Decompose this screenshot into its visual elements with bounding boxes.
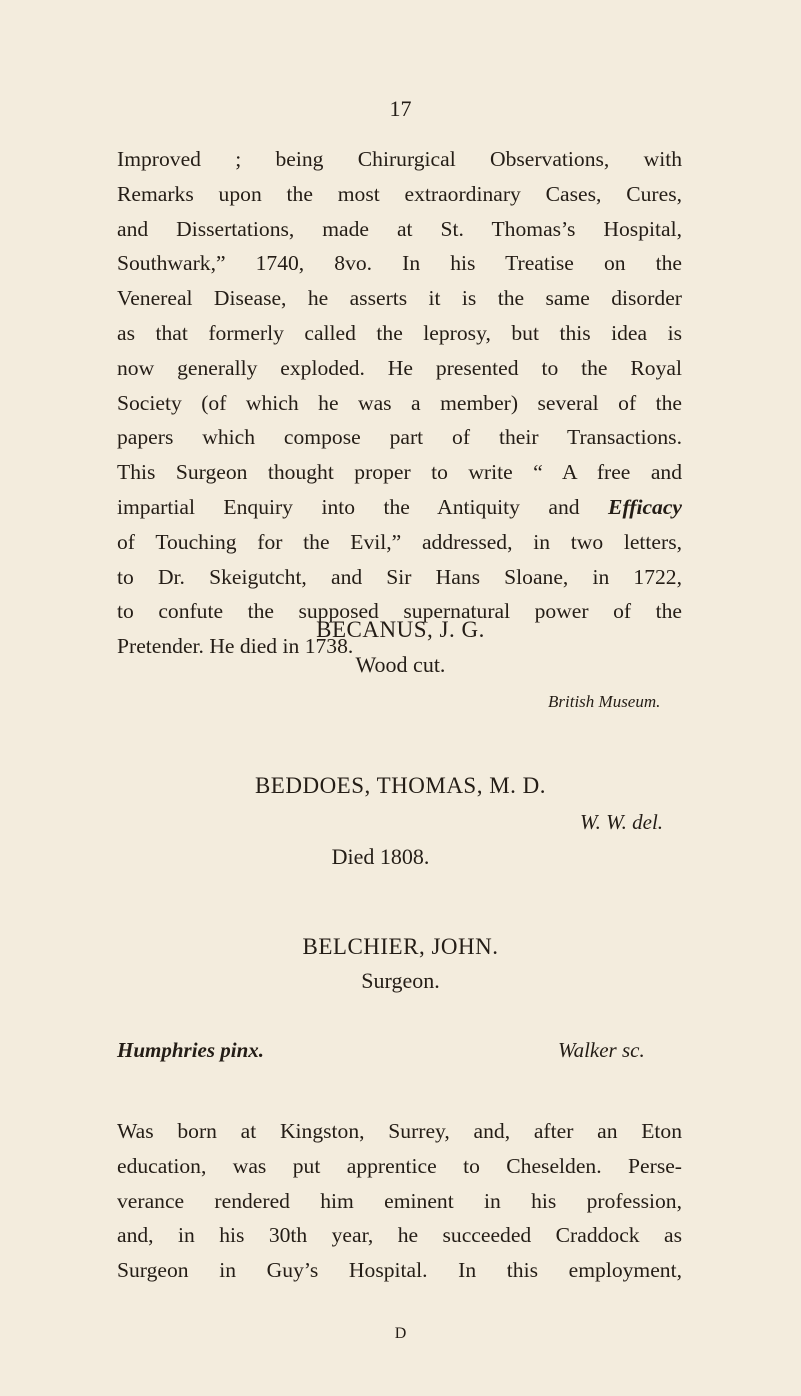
entry-beddoes-name: BEDDOES, THOMAS, M. D. [254,773,547,798]
text-line: as that formerly called the leprosy, but this idea is [117,320,682,345]
entry-beddoes-artist: W. W. del. [580,810,664,834]
entry-becanus-source: British Museum. [548,692,661,711]
text-line: to confute the supposed supernatural power of the [117,599,682,624]
text-line: education, was put apprentice to Cheselden. Perse- [117,1153,682,1178]
text-line: impartial Enquiry into the Antiquity and Efficacy [117,494,682,519]
text-line: Surgeon in Guy’s Hospital. In this employment, [117,1258,682,1283]
text-line: Southwark,” 1740, 8vo. In his Treatise on the [117,251,682,276]
page-number: 17 [389,96,412,121]
text-line: of Touching for the Evil,” addressed, in two letters, [117,529,682,554]
entry-belchier-engraver: Walker sc. [558,1038,645,1062]
entry-belchier-painter: Humphries pinx. [117,1038,265,1062]
paragraph-1 [117,142,682,664]
entry-beddoes-died: Died 1808. [331,844,430,869]
paragraph-2 [117,1114,682,1288]
entry-becanus-medium: Wood cut. [355,652,446,677]
text-line: and, in his 30th year, he succeeded Craddock as [117,1223,682,1248]
text-line: papers which compose part of their Transactions. [117,425,682,450]
text-line: Remarks upon the most extraordinary Cases, Cures, [117,181,682,206]
text-line: verance rendered him eminent in his profession, [117,1188,682,1213]
text-line: to Dr. Skeigutcht, and Sir Hans Sloane, in 1722, [117,564,682,589]
signature-mark: D [394,1325,407,1342]
text-line: Venereal Disease, he asserts it is the same disorder [117,286,682,311]
entry-becanus-name: BECANUS, J. G. [316,617,485,642]
text-line: This Surgeon thought proper to write “ A free and [117,460,682,485]
text-line: Pretender. He died in 1738. [117,634,354,659]
entry-belchier-name: BELCHIER, JOHN. [302,934,499,959]
text-line: now generally exploded. He presented to the Royal [117,355,682,380]
text-line: Was born at Kingston, Surrey, and, after an Eton [117,1119,682,1143]
text-line: and Dissertations, made at St. Thomas’s Hospital, [117,216,682,241]
entry-belchier-title: Surgeon. [361,968,440,993]
text-line: Improved ; being Chirurgical Observations, with [117,147,682,171]
text-line: Society (of which he was a member) several of the [117,390,682,415]
